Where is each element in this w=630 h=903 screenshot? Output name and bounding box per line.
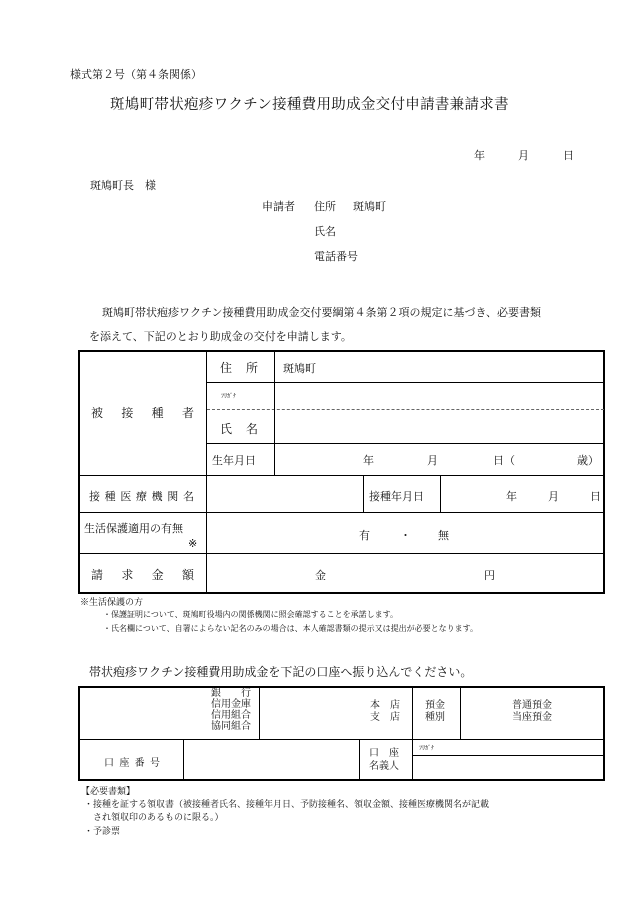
intro-line-2: を添えて、下記のとおり助成金の交付を申請します。 (89, 330, 352, 343)
account-number-label: 口 座 番 号 (104, 758, 160, 769)
required-docs-heading: 【必要書類】 (81, 787, 136, 797)
clinic-label: 接 種 医 療 機 関 名 (89, 490, 194, 503)
welfare-option-no[interactable]: 無 (438, 529, 449, 542)
branch-type-list: 本 店 支 店 (370, 700, 400, 723)
furigana-label: ﾌﾘｶﾞﾅ (221, 393, 237, 400)
required-docs-line-1: ・接種を証する領収書（被接種者氏名、接種年月日、予防接種名、領収金額、接種医療機関名が記載 (84, 800, 490, 810)
vaccination-year-label: 年 (506, 490, 517, 503)
claim-suffix: 円 (484, 569, 495, 582)
deposit-type-options[interactable]: 普通預金 当座預金 (512, 700, 552, 723)
dob-month-label: 月 (427, 454, 438, 467)
applicant-name-label: 氏名 (314, 225, 336, 238)
addressee: 斑鳩町長 様 (90, 179, 156, 192)
dob-age-label: 歳） (577, 454, 599, 467)
dob-label: 生年月日 (212, 454, 256, 467)
vaccinee-address-value: 斑鳩町 (283, 362, 316, 375)
required-docs-line-2: され領収印のあるものに限る。） (84, 813, 224, 823)
clinic-input[interactable] (208, 477, 362, 511)
branch-name-input[interactable] (262, 689, 362, 737)
holder-furigana-label: ﾌﾘｶﾞﾅ (419, 745, 435, 752)
intro-line-1: 斑鳩町帯状疱疹ワクチン接種費用助成金交付要綱第４条第２項の規定に基づき、必要書類 (102, 306, 542, 319)
applicant-address-value: 斑鳩町 (353, 200, 386, 213)
vaccinee-label: 被 接 種 者 (91, 406, 194, 420)
applicant-address-label: 住所 (314, 200, 336, 213)
account-number-input[interactable] (185, 741, 357, 779)
claim-amount-input[interactable] (330, 558, 480, 588)
claim-prefix: 金 (315, 569, 326, 582)
vaccinee-address-label: 住 所 (220, 361, 258, 375)
page-title: 斑鳩町帯状疱疹ワクチン接種費用助成金交付申請書兼請求書 (110, 97, 509, 113)
account-holder-label: 口 座 名義人 (369, 748, 399, 772)
notes-item-1: ・保護証明について、斑鳩町役場内の関係機関に照会確認することを承諾します。 (103, 610, 399, 619)
dob-year-label: 年 (363, 454, 374, 467)
required-docs-line-3: ・予診票 (84, 827, 121, 837)
form-number: 様式第２号（第４条関係） (70, 68, 202, 81)
notes-item-2: ・氏名欄について、自署によらない記名のみの場合は、本人確認書類の提示又は提出が必要となります。 (103, 624, 479, 633)
applicant-label: 申請者 (262, 200, 295, 213)
account-holder-input[interactable] (414, 757, 603, 779)
furigana-input[interactable] (276, 384, 603, 408)
vaccination-day-label: 日 (590, 490, 601, 503)
transfer-heading: 帯状疱疹ワクチン接種費用助成金を下記の口座へ振り込んでください。 (89, 665, 473, 679)
dob-day-label: 日（ (493, 454, 515, 467)
welfare-mark: ※ (188, 537, 198, 550)
date-day-label: 日 (563, 149, 574, 162)
vaccinee-name-input[interactable] (276, 410, 603, 442)
notes-heading: ※生活保護の方 (80, 598, 144, 608)
vaccination-date-label: 接種年月日 (369, 490, 424, 503)
welfare-option-yes[interactable]: 有 (359, 529, 370, 542)
welfare-option-separator: ・ (400, 529, 411, 542)
vaccination-month-label: 月 (548, 490, 559, 503)
date-year-label: 年 (474, 149, 485, 162)
vaccinee-name-label: 氏 名 (220, 422, 258, 436)
date-month-label: 月 (518, 149, 529, 162)
deposit-type-label: 預金 種別 (425, 700, 445, 723)
bank-type-list: 銀 行 信用金庫 信用組合 協同組合 (211, 688, 251, 732)
welfare-label: 生活保護適用の有無 (84, 522, 183, 535)
applicant-phone-label: 電話番号 (314, 250, 358, 263)
claim-label: 請 求 金 額 (91, 568, 194, 582)
